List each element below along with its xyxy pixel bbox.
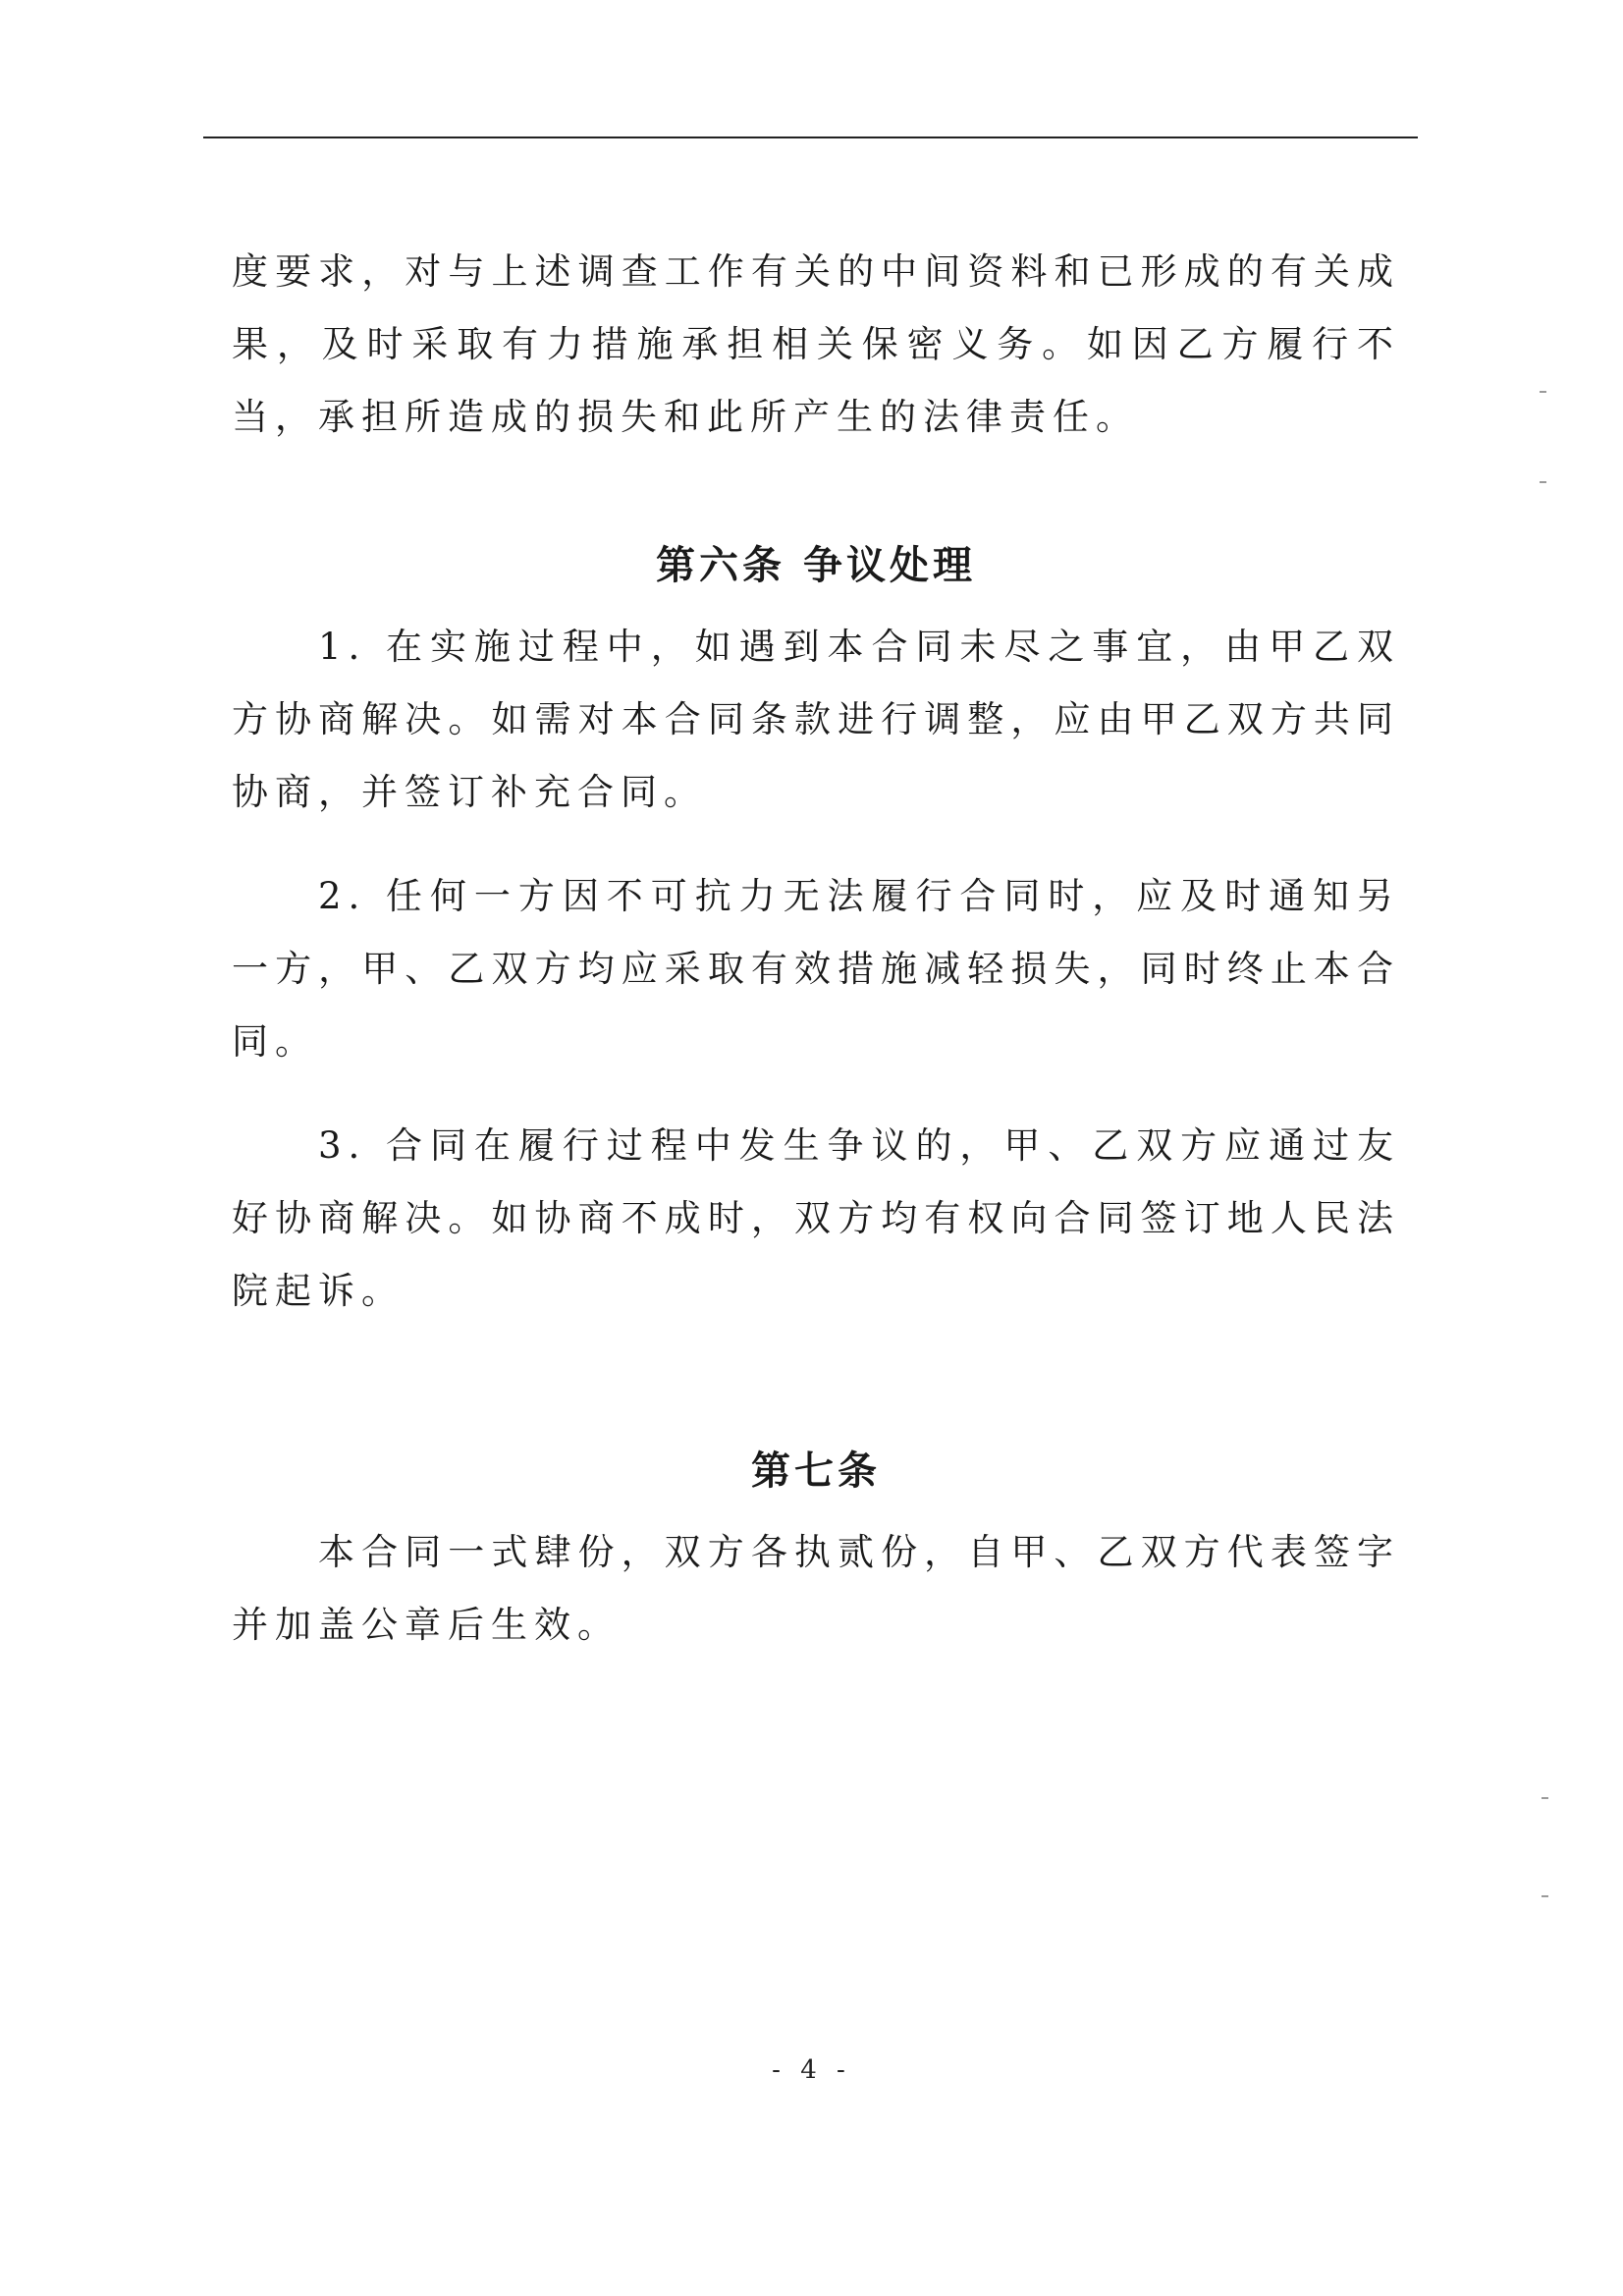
scan-speck [1542,1895,1548,1897]
scan-speck [1542,1797,1548,1799]
article-6-heading: 第六条 争议处理 [656,543,976,588]
article-6-item-2: 2. 任何一方因不可抗力无法履行合同时，应及时通知另一方，甲、乙双方均应采取有效措施减轻损失，同时终止本合同。 [232,875,1400,1063]
page-number: - 4 - [772,2055,851,2085]
article-6-item-1: 1. 在实施过程中，如遇到本合同未尽之事宜，由甲乙双方协商解决。如需对本合同条款进行调整，应由甲乙双方共同协商，并签订补充合同。 [232,626,1400,813]
article-7-heading: 第七条 [751,1449,881,1494]
document-body [232,236,1400,1662]
continuation-paragraph: 度要求，对与上述调查工作有关的中间资料和已形成的有关成果，及时采取有力措施承担相关保密义务。如因乙方履行不当，承担所造成的损失和此所产生的法律责任。 [232,250,1400,438]
header-rule [203,137,1418,138]
scan-speck [1540,391,1546,393]
article-6-item-3: 3. 合同在履行过程中发生争议的，甲、乙双方应通过友好协商解决。如协商不成时，双方均有权向合同签订地人民法院起诉。 [232,1124,1400,1312]
scan-speck [1540,481,1546,483]
article-7-paragraph: 本合同一式肆份，双方各执贰份，自甲、乙双方代表签字并加盖公章后生效。 [232,1531,1400,1646]
